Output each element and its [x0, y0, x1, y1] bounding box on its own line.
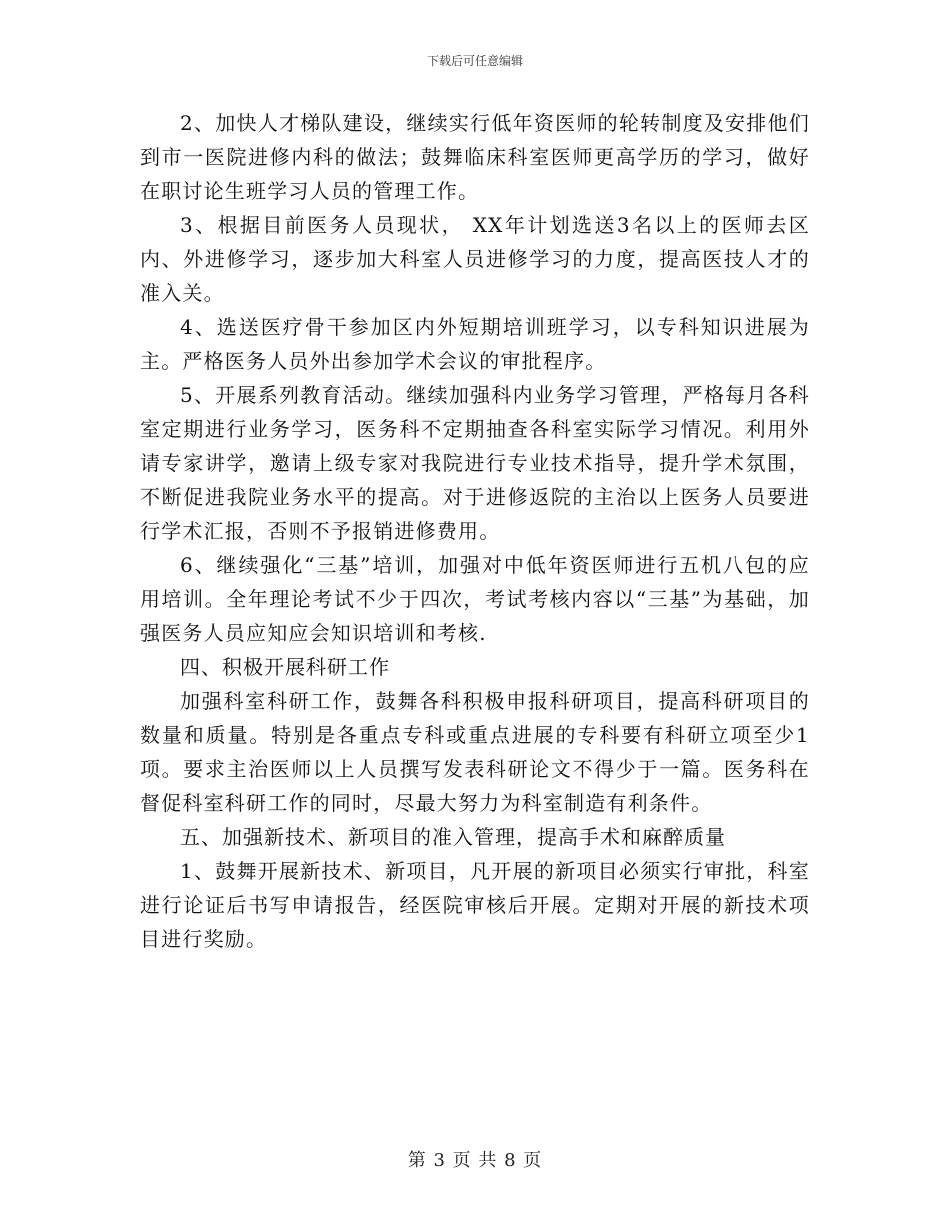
paragraph-item-2: 2、加快人才梯队建设，继续实行低年资医师的轮转制度及安排他们到市一医院进修内科的做法；鼓舞临床科室医师更高学历的学习，做好在职讨论生班学习人员的管理工作。: [140, 111, 810, 203]
document-body: [140, 106, 810, 956]
page-footer: 第 3 页 共 8 页: [407, 1150, 543, 1171]
paragraph-item-3: 3、根据目前医务人员现状， XX年计划选送3名以上的医师去区内、外进修学习，逐步加大科室人员进修学习的力度，提高医技人才的准入关。: [140, 213, 810, 305]
section-heading-new-technology: 五、加强新技术、新项目的准入管理，提高手术和麻醉质量: [180, 825, 726, 849]
paragraph-research: 加强科室科研工作，鼓舞各科积极申报科研项目，提高科研项目的数量和质量。特别是各重点专科或重点进展的专科要有科研立项至少1项。要求主治医师以上人员撰写发表科研论文不得少于一篇。医务科在督促科室科研工作的同时，尽最大努力为科室制造有利条件。: [140, 689, 810, 815]
section-heading-research: 四、积极开展科研工作: [180, 655, 390, 679]
paragraph-item-4: 4、选送医疗骨干参加区内外短期培训班学习，以专科知识进展为主。严格医务人员外出参加学术会议的审批程序。: [140, 315, 810, 373]
paragraph-item-5: 5、开展系列教育活动。继续加强科内业务学习管理，严格每月各科室定期进行业务学习，医务科不定期抽查各科室实际学习情况。利用外请专家讲学，邀请上级专家对我院进行专业技术指导，提升学术氛围，不断促进我院业务水平的提高。对于进修返院的主治以上医务人员要进行学术汇报，否则不予报销进修费用。: [140, 383, 810, 543]
page-header: 下载后可任意编辑: [426, 54, 523, 68]
paragraph-new-technology-1: 1、鼓舞开展新技术、新项目，凡开展的新项目必须实行审批，科室进行论证后书写申请报告，经医院审核后开展。定期对开展的新技术项目进行奖励。: [140, 859, 810, 951]
paragraph-item-6: 6、继续强化“三基”培训，加强对中低年资医师进行五机八包的应用培训。全年理论考试不少于四次，考试考核内容以“三基”为基础，加强医务人员应知应会知识培训和考核.: [140, 553, 810, 645]
